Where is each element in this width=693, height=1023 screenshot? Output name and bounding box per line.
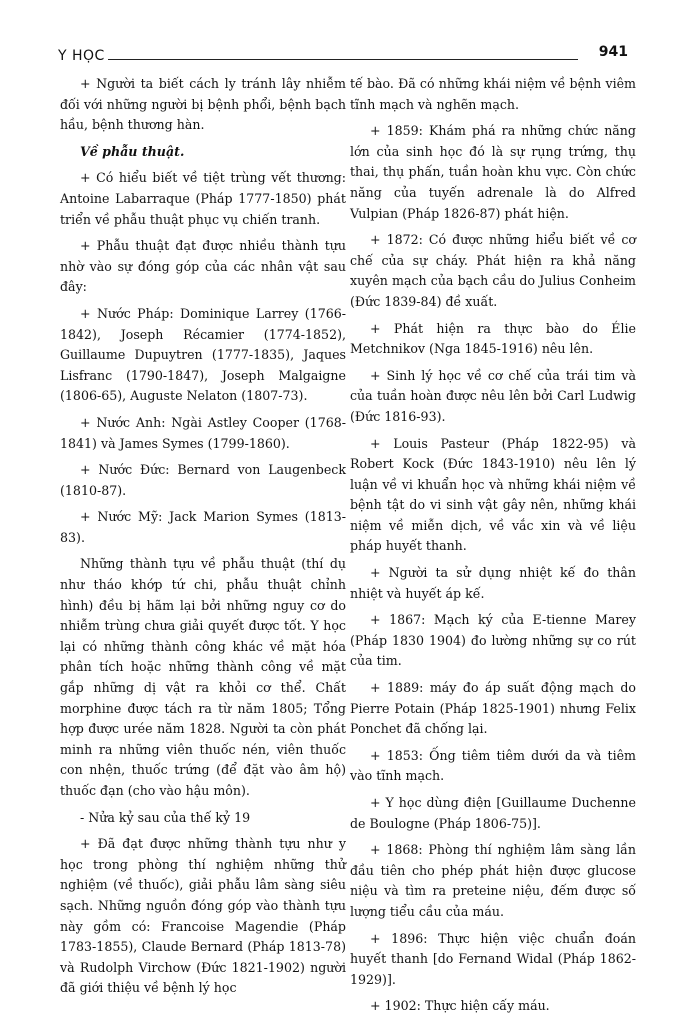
header-rule — [108, 59, 578, 60]
paragraph: + Đã đạt được những thành tựu như y học trong phòng thí nghiệm những thử nghiệm (về thuốc), giải phẫu lâm sàng siêu sạch. Những nguồn đóng góp vào thành tựu này gồm có: Francoise Magendie (Pháp 1783-1855), Claude Bernard (Pháp 1813-78) và Rudolph Virchow (Đức 1821-1902) người đã giới thiệu về bệnh lý học — [60, 836, 346, 996]
paragraph: + Phẫu thuật đạt được nhiều thành tựu nhờ vào sự đóng góp của các nhân vật sau đây: — [60, 238, 346, 295]
paragraph-continued: tế bào. Đã có những khái niệm về bệnh viêm tĩnh mạch và nghẽn mạch. — [350, 76, 636, 112]
paragraph: + Nước Anh: Ngài Astley Cooper (1768-1841) và James Symes (1799-1860). — [60, 414, 346, 451]
paragraph: + 1902: Thực hiện cấy máu. — [370, 998, 550, 1014]
paragraph: + Người ta biết cách ly tránh lây nhiễm đối với những người bị bệnh phổi, bệnh bạch hầu, bệnh thương hàn. — [60, 76, 346, 133]
paragraph: - Nửa kỷ sau của thế kỷ 19 — [80, 809, 251, 825]
paragraph: Những thành tựu về phẫu thuật (thí dụ như tháo khớp tứ chi, phẫu thuật chỉnh hình) đều bị hãm lại bởi những nguy cơ do nhiễm trùng chưa giải quyết được tốt. Y học lại có những thành công khác về mặt hóa phân tích hoặc những thành công về mặt gắp những dị vật ra khỏi cơ thể. Chất morphine được tách ra từ năm 1805; Tổng hợp được urée năm 1828. Người ta còn phát minh ra những viên thuốc nén, viên thuốc con nhện, thuốc trứng (để đặt vào âm hộ) thuốc đạn (cho vào hậu môn). — [60, 556, 346, 798]
paragraph: + 1868: Phòng thí nghiệm lâm sàng lần đầu tiên cho phép phát hiện được glucose niệu và tìm ra preteine niệu, đếm được số lượng tiểu cầu của máu. — [350, 842, 636, 919]
paragraph: + 1853: Ống tiêm tiêm dưới da và tiêm vào tĩnh mạch. — [350, 747, 636, 784]
paragraph: + Nước Mỹ: Jack Marion Symes (1813-83). — [60, 509, 346, 545]
paragraph: + Louis Pasteur (Pháp 1822-95) và Robert Kock (Đức 1843-1910) nêu lên lý luận về vi khuẩn học và những khái niệm về bệnh tật do vi sinh vật gây nên, những khái niệm về miễn dịch, về vắc xin và về liệu pháp huyết thanh. — [350, 435, 636, 554]
paragraph: + Sinh lý học về cơ chế của trái tim và của tuần hoàn được nêu lên bởi Carl Ludwig (Đức 1816-93). — [350, 367, 636, 424]
paragraph: + Phát hiện ra thực bào do Élie Metchnikov (Nga 1845-1916) nêu lên. — [350, 320, 636, 357]
paragraph: + Nước Pháp: Dominique Larrey (1766-1842), Joseph Récamier (1774-1852), Guillaume Dupuytren (1777-1835), Jaques Lisfranc (1790-1847), Joseph Malgaigne (1806-65), Auguste Nelaton (1807-73). — [60, 305, 346, 404]
paragraph: + 1872: Có được những hiểu biết về cơ chế của sự cháy. Phát hiện ra khả năng xuyên mạch của bạch cầu do Julius Conheim (Đức 1839-84) đề xuất. — [350, 232, 636, 309]
page-number: 941 — [598, 44, 628, 60]
page-header — [58, 44, 628, 66]
paragraph: + Nước Đức: Bernard von Laugenbeck (1810-87). — [60, 462, 346, 498]
paragraph: + 1867: Mạch ký của E-tienne Marey (Pháp 1830 1904) đo lường những sự co rút của tim. — [350, 612, 636, 669]
paragraph: + 1896: Thực hiện việc chuẩn đoán huyết thanh [do Fernand Widal (Pháp 1862-1929)]. — [350, 930, 636, 987]
right-column — [350, 74, 636, 1023]
section-heading-surgery: Về phẫu thuật. — [80, 143, 185, 159]
paragraph: + Y học dùng điện [Guillaume Duchenne de Boulogne (Pháp 1806-75)]. — [350, 795, 636, 831]
left-column — [60, 74, 346, 1005]
paragraph: + 1889: máy đo áp suất động mạch do Pierre Potain (Pháp 1825-1901) nhưng Felix Ponchet đã chống lại. — [350, 680, 636, 737]
paragraph: + 1859: Khám phá ra những chức năng lớn của sinh học đó là sự rụng trứng, thụ thai, thụ phấn, tuần hoàn khu vực. Còn chức năng của tuyến adrenale là do Alfred Vulpian (Pháp 1826-87) phát hiện. — [350, 123, 636, 221]
paragraph: + Có hiểu biết về tiệt trùng vết thương: Antoine Labarraque (Pháp 1777-1850) phát triển về phẫu thuật phục vụ chiến tranh. — [60, 170, 346, 227]
paragraph: + Người ta sử dụng nhiệt kế đo thân nhiệt và huyết áp kế. — [350, 565, 636, 601]
running-head: Y HỌC — [58, 48, 105, 64]
